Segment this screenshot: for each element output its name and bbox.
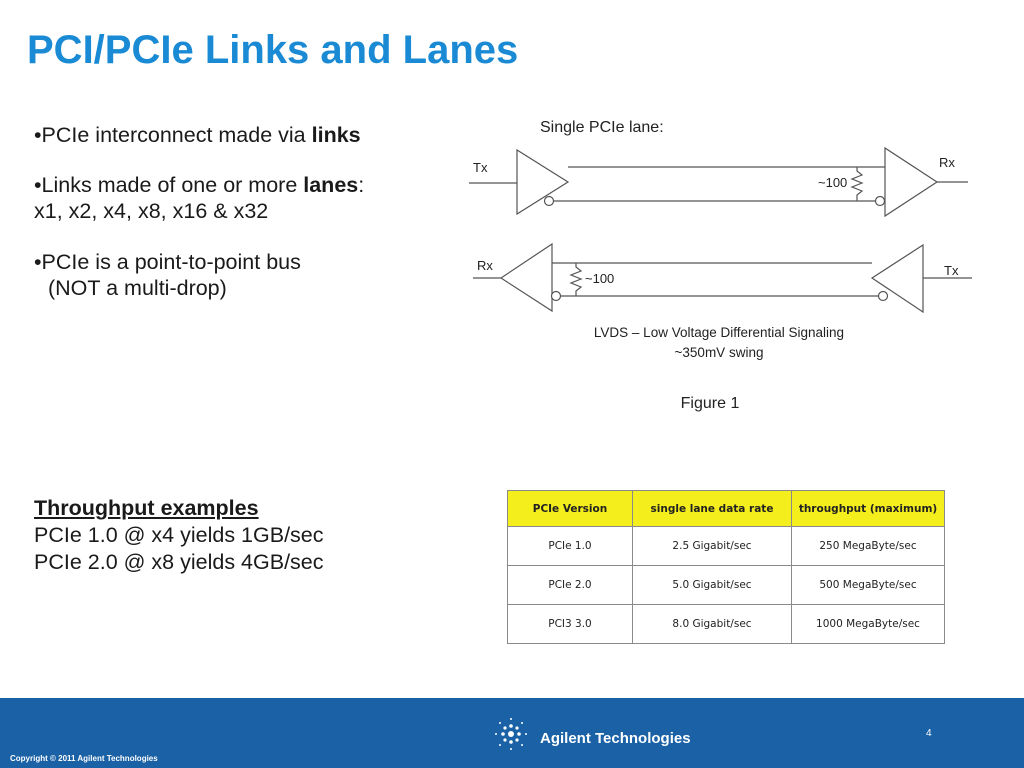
bullet-bold-term: lanes bbox=[303, 173, 359, 198]
bullet-bold-term: links bbox=[311, 123, 361, 147]
bullet-lanes bbox=[34, 172, 454, 224]
table-cell: PCIe 1.0 bbox=[508, 527, 633, 566]
throughput-examples bbox=[34, 495, 324, 576]
diagram-caption-swing: ~350mV swing bbox=[674, 345, 764, 360]
table-cell: 5.0 Gigabit/sec bbox=[633, 566, 792, 605]
bottom-resistor-label: ~100 bbox=[585, 271, 615, 286]
top-tx-label: Tx bbox=[473, 160, 488, 175]
bullet-continuation: (NOT a multi-drop) bbox=[48, 275, 227, 300]
slide-footer bbox=[0, 698, 1024, 768]
table-cell: 2.5 Gigabit/sec bbox=[633, 527, 792, 566]
table-row bbox=[508, 605, 945, 644]
top-rx-label: Rx bbox=[939, 155, 955, 170]
table-cell: PCI3 3.0 bbox=[508, 605, 633, 644]
slide-title: PCI/PCIe Links and Lanes bbox=[27, 28, 519, 72]
bullet-links bbox=[34, 122, 454, 148]
bullet-suffix: : bbox=[358, 173, 365, 198]
bottom-rx-label: Rx bbox=[477, 258, 493, 273]
bullet-point-to-point bbox=[34, 249, 454, 301]
table-cell: PCIe 2.0 bbox=[508, 566, 633, 605]
bullet-text: •Links made of one or more bbox=[34, 173, 304, 198]
bottom-tx-label: Tx bbox=[944, 263, 959, 278]
throughput-line: PCIe 1.0 @ x4 yields 1GB/sec bbox=[34, 522, 324, 547]
agilent-spark-icon bbox=[492, 715, 530, 753]
bottom-differential-pair bbox=[473, 244, 972, 312]
brand-name: Agilent Technologies bbox=[540, 730, 691, 747]
page-number: 4 bbox=[926, 728, 932, 739]
table-cell: 250 MegaByte/sec bbox=[792, 527, 945, 566]
bullet-text: •PCIe is a point-to-point bus bbox=[34, 249, 301, 274]
bullet-continuation: x1, x2, x4, x8, x16 & x32 bbox=[34, 199, 269, 224]
pcie-version-table bbox=[507, 490, 945, 644]
table-header: PCIe Version bbox=[508, 491, 633, 527]
copyright-notice: Copyright © 2011 Agilent Technologies bbox=[10, 754, 158, 763]
table-header-row bbox=[508, 491, 945, 527]
bullet-list bbox=[34, 122, 454, 325]
table-cell: 1000 MegaByte/sec bbox=[792, 605, 945, 644]
table-header: single lane data rate bbox=[633, 491, 792, 527]
table-cell: 500 MegaByte/sec bbox=[792, 566, 945, 605]
diagram-title: Single PCIe lane: bbox=[540, 119, 664, 136]
bullet-text: •PCIe interconnect made via bbox=[34, 123, 312, 147]
top-resistor-label: ~100 bbox=[818, 175, 848, 190]
diagram-caption: LVDS – Low Voltage Differential Signaling bbox=[593, 325, 845, 340]
table-cell: 8.0 Gigabit/sec bbox=[633, 605, 792, 644]
top-differential-pair bbox=[469, 148, 968, 216]
figure-label: Figure 1 bbox=[680, 395, 740, 412]
throughput-line: PCIe 2.0 @ x8 yields 4GB/sec bbox=[34, 549, 324, 574]
table-header: throughput (maximum) bbox=[792, 491, 945, 527]
table-row bbox=[508, 527, 945, 566]
throughput-heading: Throughput examples bbox=[34, 496, 259, 520]
lvds-lane-diagram bbox=[465, 108, 985, 428]
table-row bbox=[508, 566, 945, 605]
